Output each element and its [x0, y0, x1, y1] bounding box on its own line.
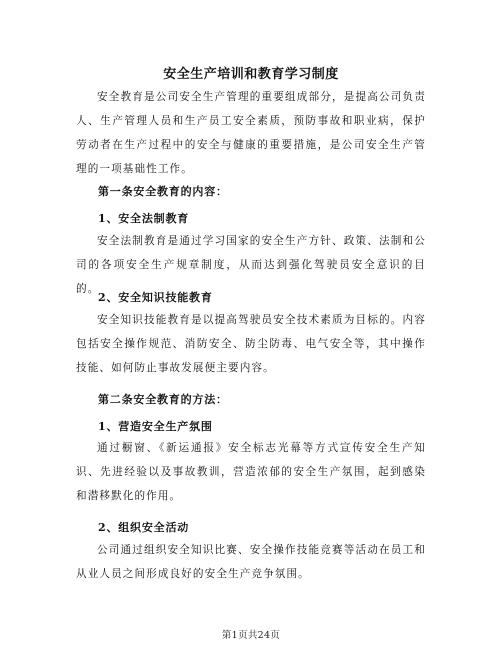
method-2-heading: 2、组织安全活动: [98, 521, 190, 534]
section-1-paragraph: 安全法制教育是通过学习国家的安全生产方针、政策、法制和公司的各项安全生产规章制度，从而达到强化驾驶员安全意识的目的。: [76, 235, 426, 295]
section-1-heading: 1、安全法制教育: [98, 212, 190, 225]
method-2-paragraph: 公司通过组织安全知识比赛、安全操作技能竞赛等活动在员工和从业人员之间形成良好的安全生产竞争氛围。: [76, 544, 426, 580]
section-2-heading: 2、安全知识技能教育: [98, 291, 213, 304]
article-2-heading: 第二条安全教育的方法：: [98, 393, 228, 406]
page-number-footer: 第1页共24页: [221, 630, 281, 641]
intro-paragraph: 安全教育是公司安全生产管理的重要组成部分，是提高公司负责人、生产管理人员和生产员工安全素质，预防事故和职业病，保护劳动者在生产过程中的安全与健康的重要措施，是公司安全生产管理的一项基础性工作。: [76, 91, 426, 175]
article-1-heading: 第一条安全教育的内容：: [98, 185, 228, 198]
method-1-heading: 1、营造安全生产氛围: [98, 420, 213, 433]
section-2-paragraph: 安全知识技能教育是以提高驾驶员安全技术素质为目标的。内容包括安全操作规范、消防安全、防尘防毒、电气安全等，其中操作技能、如何防止事故发展便主要内容。: [76, 314, 426, 374]
document-title: 安全生产培训和教育学习制度: [163, 67, 339, 82]
method-1-paragraph: 通过橱窗、《新运通报》安全标志光幕等方式宣传安全生产知识、先进经验以及事故教训，营造浓郁的安全生产氛围，起到感染和潜移默化的作用。: [76, 442, 426, 502]
